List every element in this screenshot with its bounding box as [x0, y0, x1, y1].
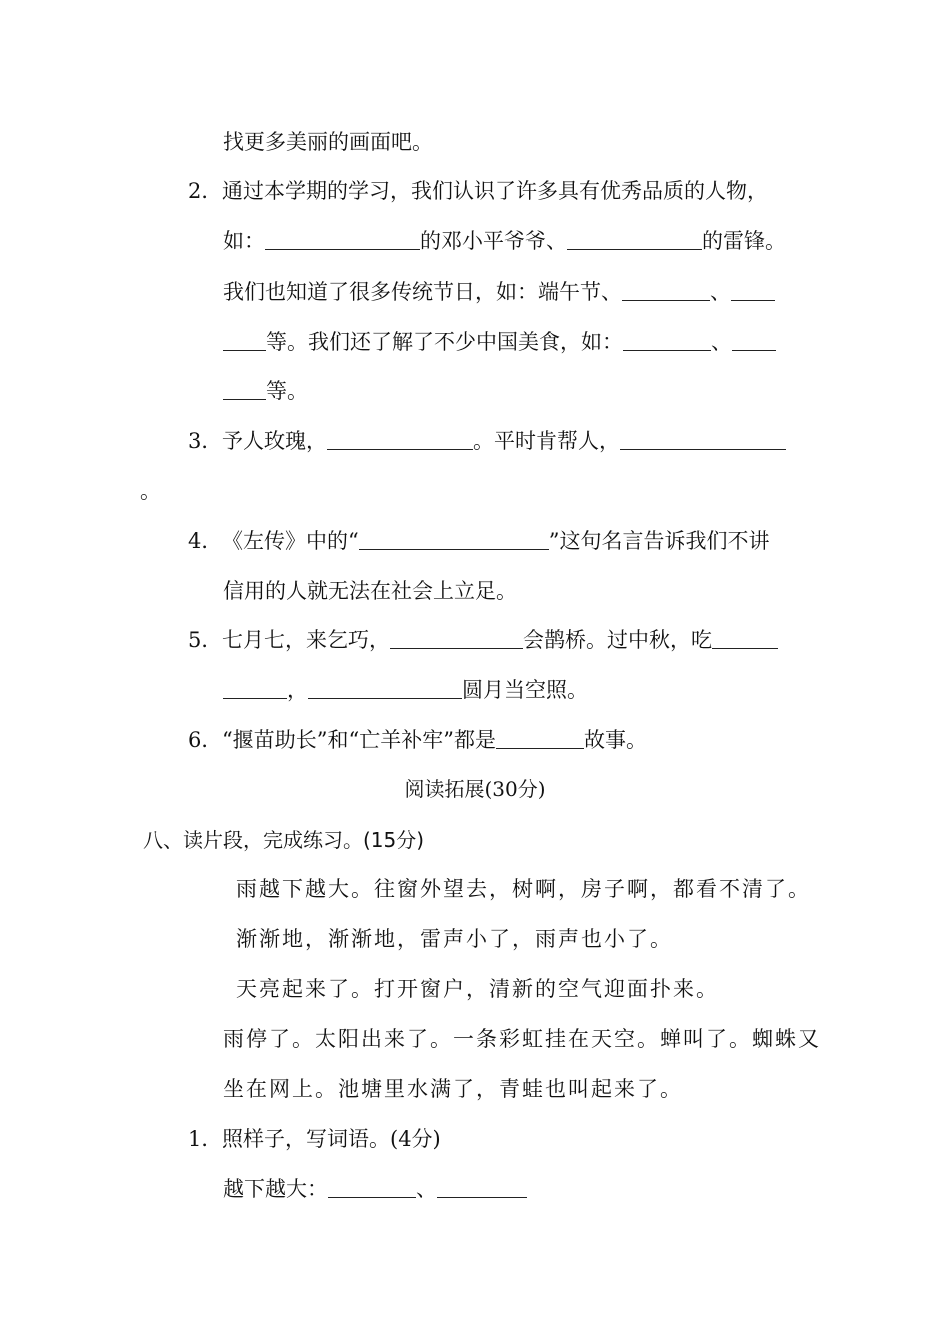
section-title: 阅读拓展(30分) [404, 777, 546, 801]
passage-line-1: 雨越下越大。往窗外望去，树啊，房子啊，都看不清了。 [236, 877, 811, 901]
answer-blank[interactable] [712, 628, 778, 649]
question-5-line-2: ， 圆月当空照。 [223, 676, 588, 704]
question-4-line-1: 4．《左传》中的“ ”这句名言告诉我们不讲 [188, 529, 770, 553]
answer-blank[interactable] [308, 678, 462, 699]
part-8-question-1: 1．照样子，写词语。(4分) [188, 1127, 441, 1151]
answer-blank[interactable] [223, 379, 266, 400]
question-2-line-5: 等。 [223, 377, 308, 405]
question-6-line-1: 6．“揠苗助长”和“亡羊补牢”都是 故事。 [188, 728, 647, 752]
intro-tail: 找更多美丽的画面吧。 [223, 130, 433, 154]
passage-line-4: 雨停了。太阳出来了。一条彩虹挂在天空。蝉叫了。蜘蛛又 [223, 1027, 821, 1051]
answer-blank[interactable] [437, 1177, 527, 1198]
question-3-line-1: 3．予人玫瑰， 。平时肯帮人， [188, 427, 786, 455]
question-4-line-2: 信用的人就无法在社会上立足。 [223, 579, 517, 603]
passage-line-3: 天亮起来了。打开窗户，清新的空气迎面扑来。 [236, 977, 719, 1001]
answer-blank[interactable] [567, 229, 702, 250]
question-5-line-1: 5．七月七，来乞巧， 会鹊桥。过中秋，吃 [188, 626, 778, 654]
question-number: 5． [188, 628, 223, 652]
passage-line-5: 坐在网上。池塘里水满了，青蛙也叫起来了。 [223, 1077, 683, 1101]
question-2-line-2: 如： 的邓小平爷爷、 的雷锋。 [223, 229, 786, 253]
answer-blank[interactable] [328, 1177, 416, 1198]
question-3-line-2: 。 [140, 479, 161, 503]
answer-blank[interactable] [223, 678, 287, 699]
answer-blank[interactable] [623, 330, 711, 351]
answer-blank[interactable] [731, 280, 775, 301]
question-2-line-1: 2．通过本学期的学习，我们认识了许多具有优秀品质的人物， [188, 179, 768, 203]
answer-blank[interactable] [620, 429, 786, 450]
answer-blank[interactable] [265, 229, 420, 250]
question-2-line-3: 我们也知道了很多传统节日，如：端午节、 、 [223, 278, 775, 306]
question-2-line-4: 等。我们还了解了不少中国美食，如： 、 [223, 328, 776, 356]
answer-blank[interactable] [732, 330, 776, 351]
question-number: 3． [188, 429, 223, 453]
part-8-heading: 八、读片段，完成练习。(15分) [143, 828, 425, 852]
answer-blank[interactable] [359, 529, 549, 550]
question-number: 4． [188, 529, 223, 553]
question-number: 2． [188, 179, 223, 203]
answer-blank[interactable] [622, 280, 710, 301]
answer-blank[interactable] [327, 429, 473, 450]
question-number: 1． [188, 1127, 223, 1151]
answer-blank[interactable] [223, 330, 266, 351]
part-8-question-1-example: 越下越大： 、 [223, 1175, 527, 1203]
question-number: 6． [188, 728, 223, 752]
passage-line-2: 渐渐地，渐渐地，雷声小了，雨声也小了。 [236, 927, 673, 951]
answer-blank[interactable] [390, 628, 523, 649]
answer-blank[interactable] [496, 728, 584, 749]
